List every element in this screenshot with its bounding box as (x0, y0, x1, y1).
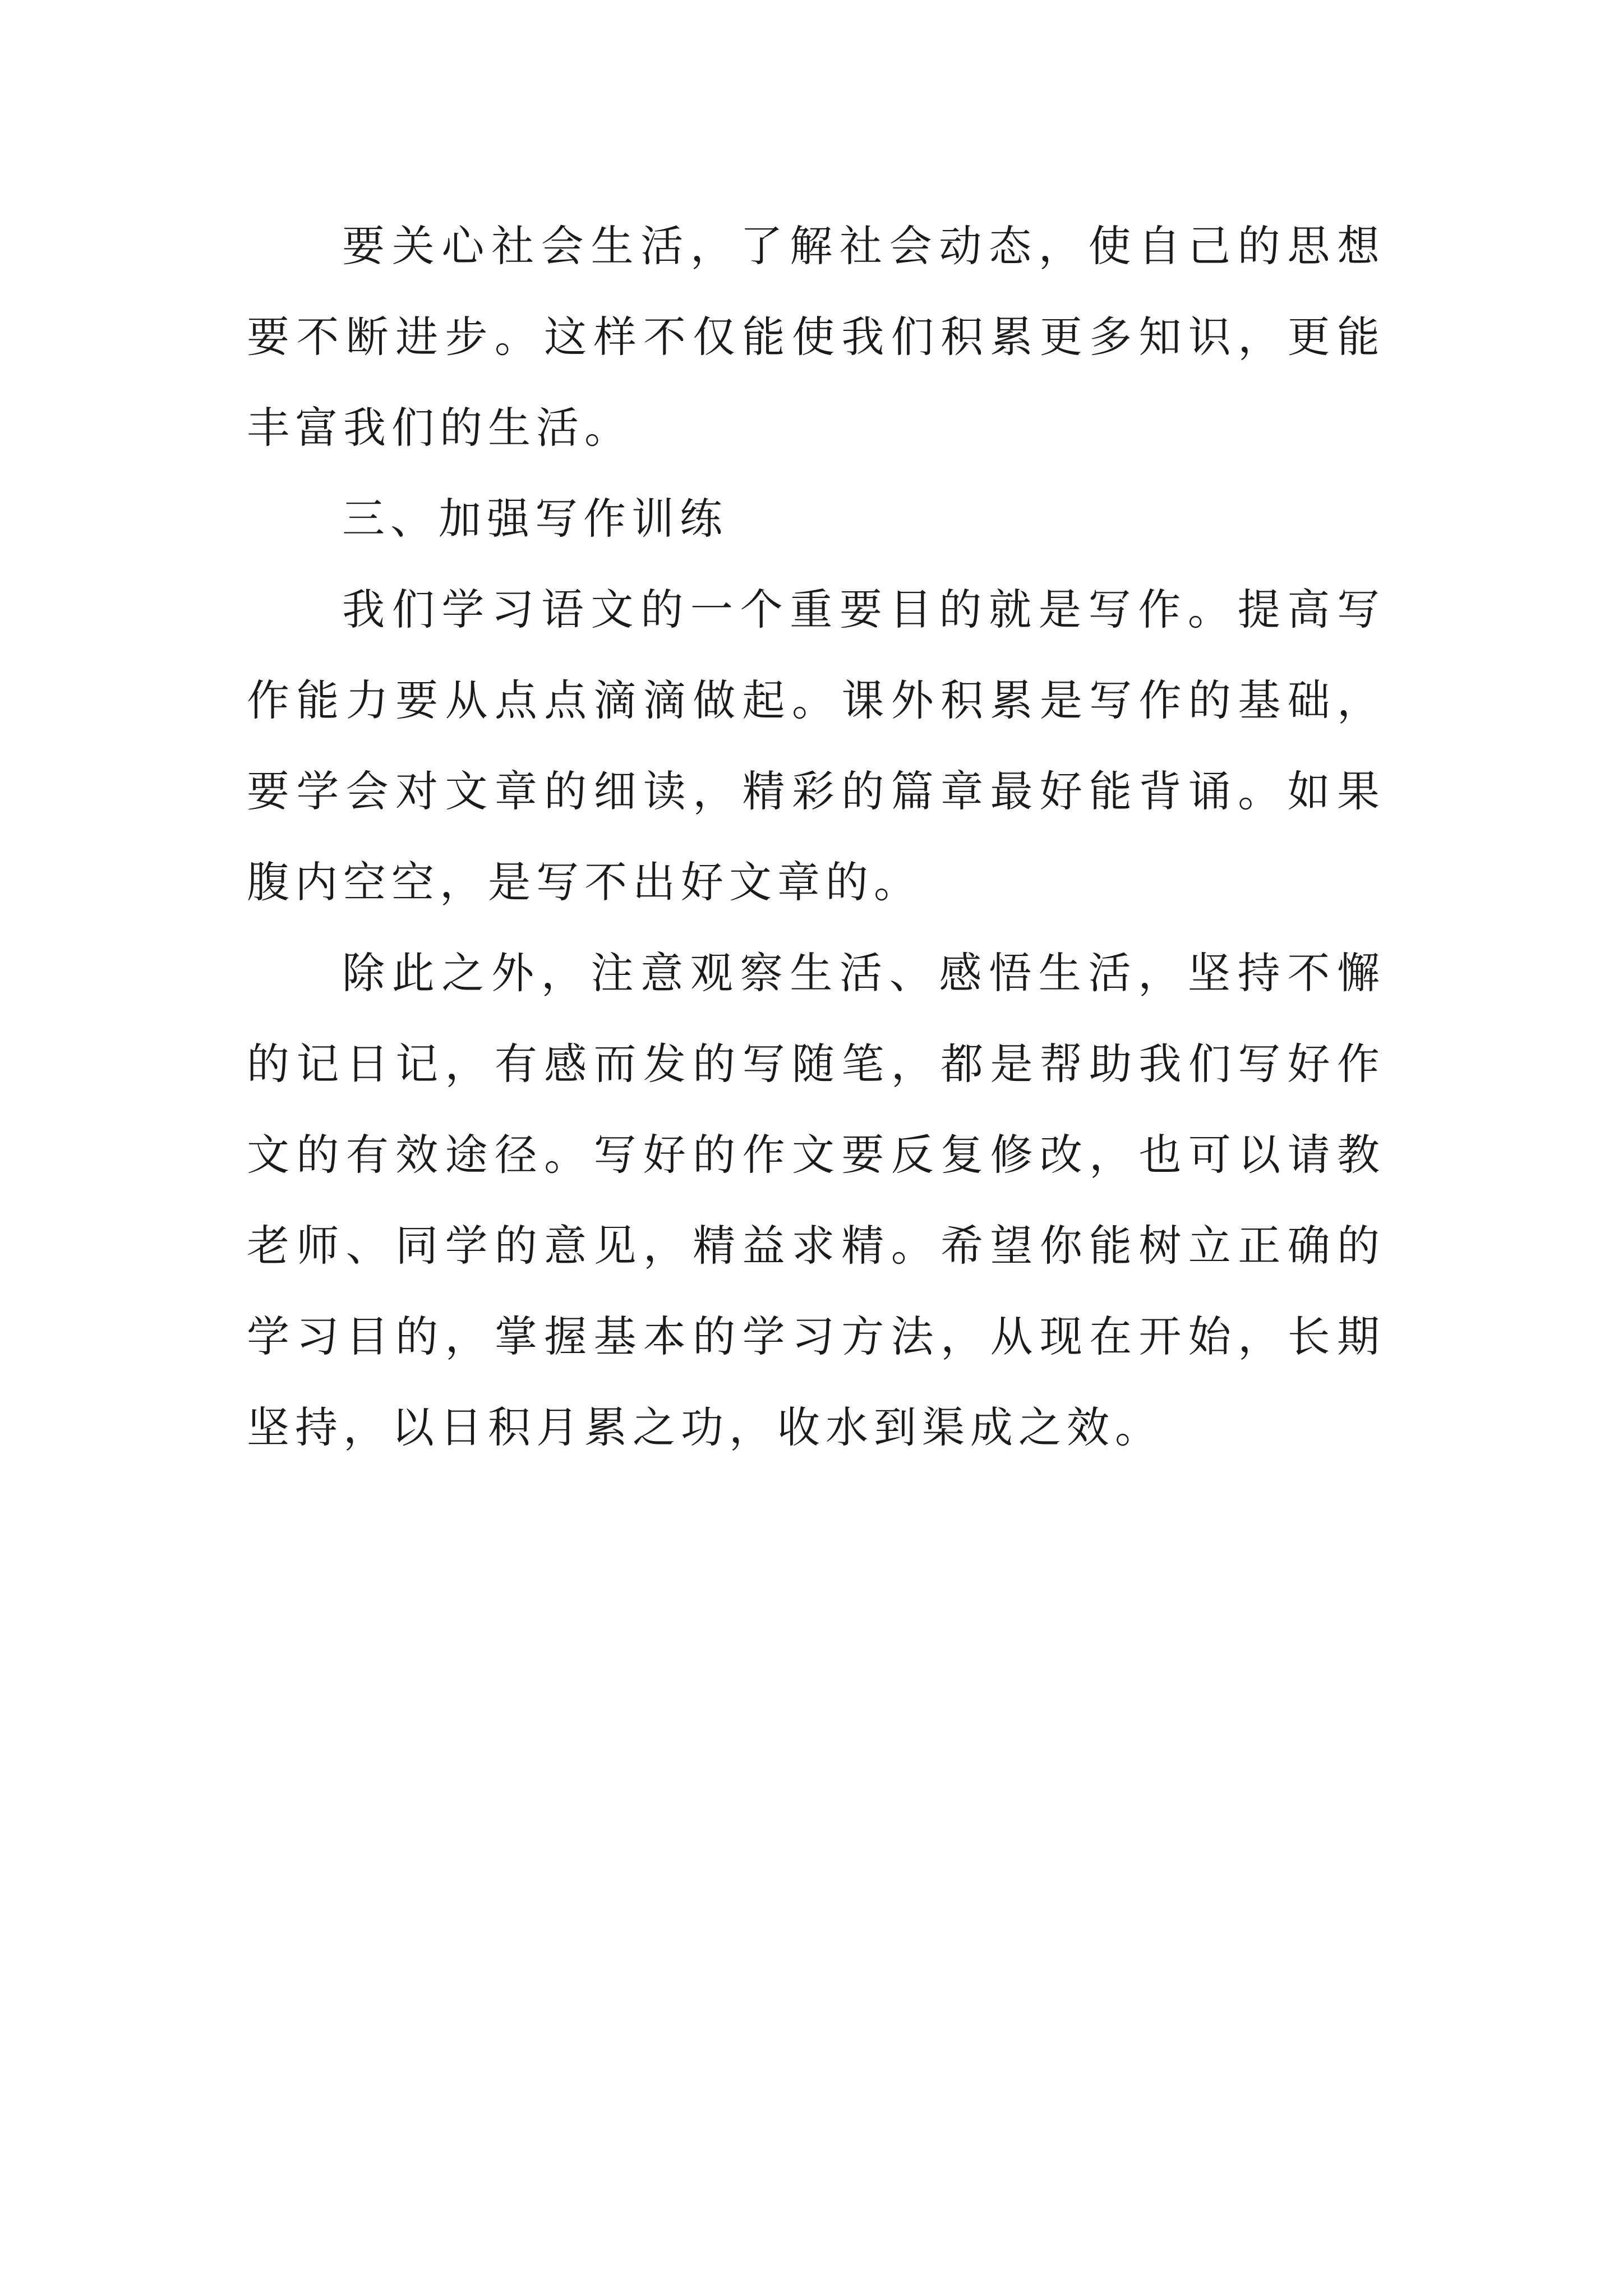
paragraph-writing-purpose: 我们学习语文的一个重要目的就是写作。提高写作能力要从点点滴滴做起。课外积累是写作的基础，要学会对文章的细读，精彩的篇章最好能背诵。如果腹内空空，是写不出好文章的。 (247, 585, 1385, 907)
paragraph-social-life: 要关心社会生活，了解社会动态，使自己的思想要不断进步。这样不仅能使我们积累更多知识，更能丰富我们的生活。 (247, 221, 1385, 453)
document-body (247, 201, 1385, 1473)
paragraph-writing-methods: 除此之外，注意观察生活、感悟生活，坚持不懈的记日记，有感而发的写随笔，都是帮助我们写好作文的有效途径。写好的作文要反复修改，也可以请教老师、同学的意见，精益求精。希望你能树立正确的学习目的，掌握基本的学习方法，从现在开始，长期坚持，以日积月累之功，收水到渠成之效。 (247, 948, 1385, 1452)
section-heading-writing-training: 三、加强写作训练 (342, 494, 728, 544)
